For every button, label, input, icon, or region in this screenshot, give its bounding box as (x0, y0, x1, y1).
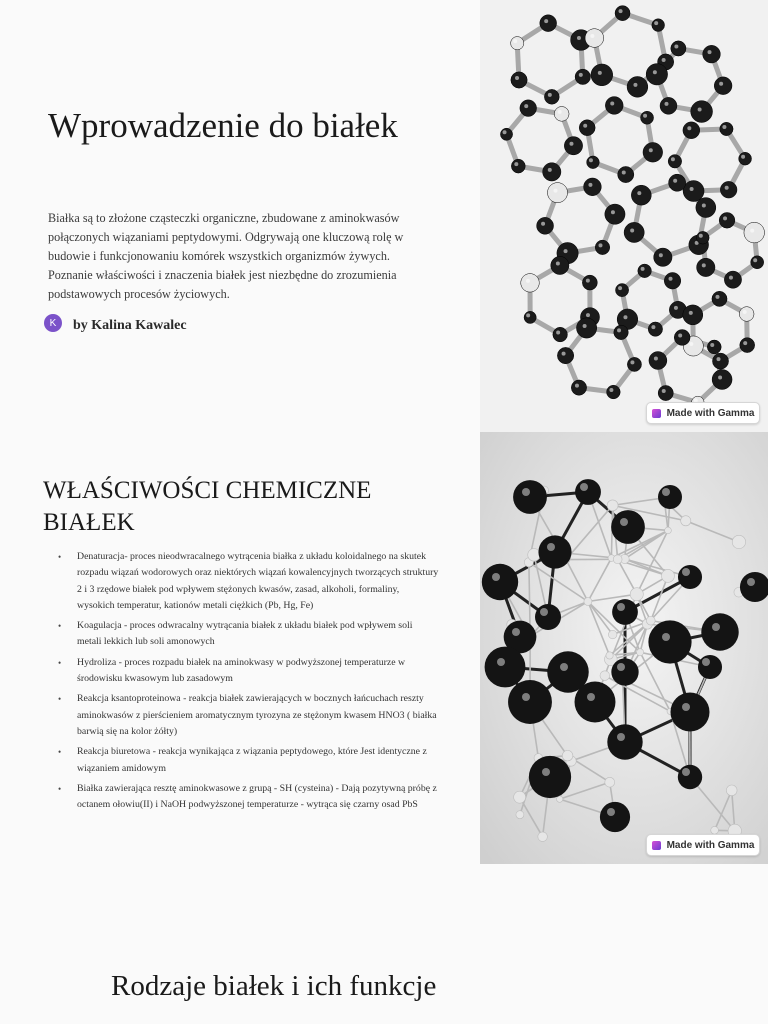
slide-title: Rodzaje białek i ich funkcje (111, 970, 437, 1002)
molecule-image-icon (480, 0, 768, 432)
slide-protein-types (0, 864, 768, 1024)
molecule-image-icon (480, 432, 768, 864)
molecule-image (480, 432, 768, 864)
molecule-image (480, 0, 768, 432)
list-item: • Denaturacja- proces nieodwracalnego wytrącenia białka z układu koloidalnego na skutek rozpadu wiązań wodorowych oraz niektórych wiązań kowalencyjnych tworzących struktury 2 i 3 rzędowe białek pod wpływem stężonych kwasów, zasad, alkoholi, formaliny, wysokich temperatur, kationów metali ciężkich (Pb, Hg, Fe) (77, 549, 439, 614)
gamma-icon (652, 841, 661, 850)
badge-label: Made with Gamma (666, 839, 755, 851)
list-item: • Reakcja ksantoproteinowa - reakcja białek zawierających w bocznych łańcuchach reszty aminokwasów z pierścieniem aromatycznym tyrozyna ze stężonym kwasem HNO3 ( białka barwią się na kolor żółty) (77, 691, 439, 740)
slide-title: WŁAŚCIWOŚCI CHEMICZNE BIAŁEK (43, 477, 372, 536)
list-item: • Koagulacja - proces odwracalny wytrącania białek z układu białek pod wpływem soli metali lekkich lub soli amonowych (77, 618, 439, 651)
author-line (44, 312, 187, 334)
badge-label: Made with Gamma (666, 407, 755, 419)
properties-list (77, 549, 439, 817)
list-item: • Białka zawierająca resztę aminokwasowe z grupą - SH (cysteina) - Dają pozytywną próbę z octanem ołowiu(II) i NaOH podwyższonej temperaturze - wytrąca się czarny osad PbS (77, 781, 439, 814)
list-item: • Reakcja biuretowa - reakcja wynikająca z wiązania peptydowego, które Jest identyczne z wiązaniem amidowym (77, 744, 439, 777)
slide-intro (0, 0, 768, 432)
intro-paragraph: Białka są to złożone cząsteczki organiczne, zbudowane z aminokwasów połączonych wiązaniami peptydowymi. Odgrywają one kluczową rolę w budowie i funkcjonowaniu komórek wszystkich organizmów żywych. Poznanie właściwości i znaczenia białek jest niezbędne do zrozumienia podstawowych procesów życiowych. (48, 211, 404, 301)
slide-title: Wprowadzenie do białek (48, 106, 398, 145)
made-with-gamma-badge[interactable] (646, 402, 760, 424)
list-item: • Hydroliza - proces rozpadu białek na aminokwasy w podwyższonej temperaturze w środowisku kwasowym lub zasadowym (77, 655, 439, 688)
slide-chemical-properties (0, 432, 768, 864)
author-name: by Kalina Kawalec (73, 318, 187, 333)
gamma-icon (652, 409, 661, 418)
made-with-gamma-badge[interactable] (646, 834, 760, 856)
avatar: K (44, 314, 62, 332)
